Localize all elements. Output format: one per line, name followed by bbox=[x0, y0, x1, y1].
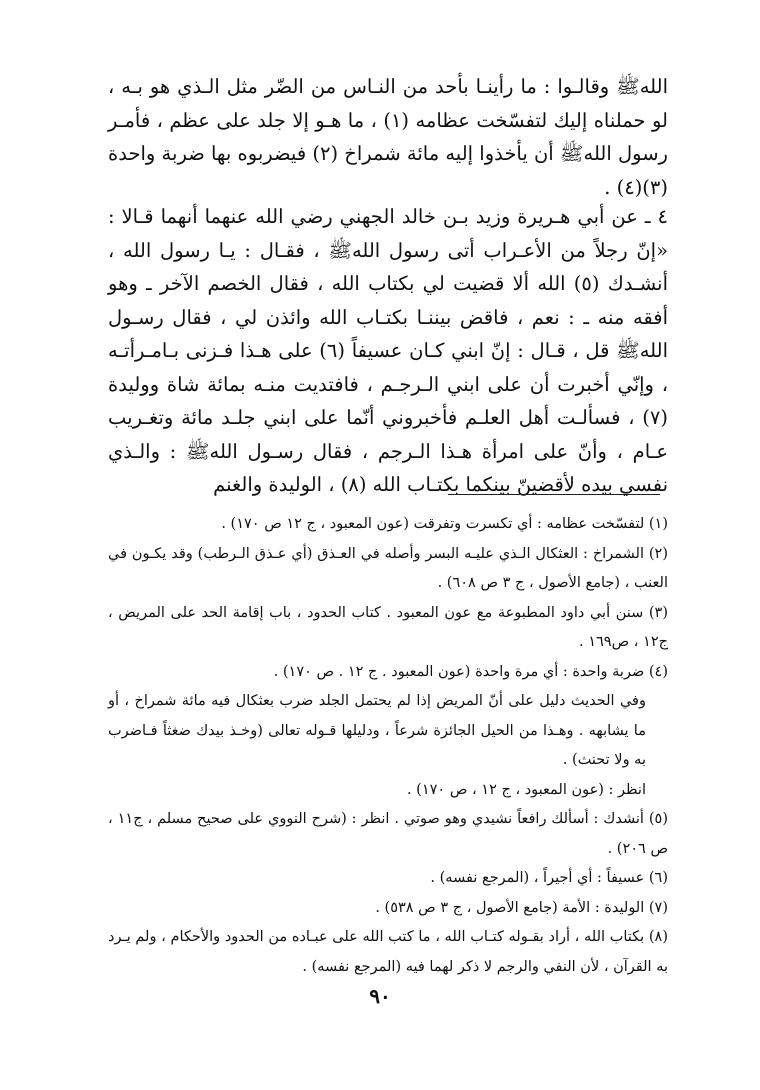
page-number: ٩٠ bbox=[369, 984, 391, 1008]
hadith-paragraph bbox=[108, 200, 668, 502]
main-text-continuation bbox=[108, 70, 668, 204]
footnote-separator bbox=[448, 494, 660, 495]
footnote: (١) لتفسّخت عظامه : أي تكسرت وتفرقت (عون المعبود ، ج ١٢ ص ١٧٠) . bbox=[221, 516, 668, 532]
footnote-continuation: وفي الحديث دليل على أنّ المريض إذا لم يحتمل الجلد ضرب بعثكال فيه مائة شمراخ ، أو ما يشابهه . وهـذا من الحيل الجائزة شرعاً ، ودليلها قـوله تعالى (وخـذ بيدك ضغثاً فـاضرب به ولا تحنث) . bbox=[108, 693, 646, 768]
footnote: (٣) سنن أبي داود المطبوعة مع عون المعبود . كتاب الحدود ، باب إقامة الحد على المريض ، ج١٢ ، ص١٦٩ . bbox=[108, 604, 668, 650]
footnote: (٢) الشمراخ : العثكال الـذي عليـه البسر وأصله في العـذق (أي عـذق الـرطب) وقد يكـون في العنب ، (جامع الأصول ، ج ٣ ص ٦٠٨) . bbox=[108, 545, 668, 591]
footnote: (٨) بكتاب الله ، أراد بقـوله كتـاب الله ، ما كتب الله على عبـاده من الحدود والأحكام ، ولم يـرد به القرآن ، لأن النفي والرجم لا ذكر لهما فيه (المرجع نفسه) . bbox=[108, 929, 668, 975]
footnotes bbox=[108, 510, 668, 982]
footnote-reference: انظر : (عون المعبود ، ج ١٢ ، ص ١٧٠) . bbox=[406, 781, 646, 798]
footnote: (٤) ضربة واحدة : أي مرة واحدة (عون المعبود . ج ١٢ . ص ١٧٠) . bbox=[273, 663, 668, 680]
footnote: (٧) الوليدة : الأمة (جامع الأصول ، ج ٣ ص ٥٣٨) . bbox=[375, 899, 668, 916]
paragraph: ٤ ـ عن أبي هـريرة وزيد بـن خالد الجهني رضي الله عنهما أنهما قـالا : «إنّ رجلاً من الأعـراب أتى رسول اللهﷺ ، فقـال : يـا رسول الله ، أنشـدك (٥) الله ألا قضيت لي بكتاب الله ، فقال الخصم الآخر ـ وهو أفقه منه ـ : نعم ، فاقض بيننـا بكتـاب الله وائذن لي ، فقال رسـول اللهﷺ قل ، قـال : إنّ ابني كـان عسيفاً (٦) على هـذا فـزنى بـامـرأتـه ، وإنّي أخبرت أن على ابني الـرجـم ، فافتديت منـه بمائة شاة ووليدة (٧) ، فسألـت أهل العلـم فأخبروني أنّما على ابني جلـد مائة وتغـريب عـام ، وأنّ على امرأة هـذا الـرجم ، فقال رسـول اللهﷺ : والـذي نفسي بيده لأقضينّ بينكما بكتـاب الله (٨) ، الوليدة والغنم bbox=[108, 205, 668, 496]
paragraph: اللهﷺ وقالـوا : ما رأينـا بأحد من النـاس من الضّر مثل الـذي هو بـه ، لو حملناه إليك لتفسّخت عظامه (١) ، ما هـو إلا جلد على عظم ، فأمـر رسول اللهﷺ أن يأخذوا إليه مائة شمراخ (٢) فيضربوه بها ضربة واحدة (٣)(٤) . bbox=[108, 75, 668, 199]
footnote: (٥) أنشدك : أسألك رافعاً نشيدي وهو صوتي . انظر : (شرح النووي على صحيح مسلم ، ج١١ ، ص ٢٠٦) . bbox=[108, 811, 668, 857]
footnote: (٦) عسيفاً : أي أجيراً ، (المرجع نفسه) . bbox=[430, 870, 668, 886]
